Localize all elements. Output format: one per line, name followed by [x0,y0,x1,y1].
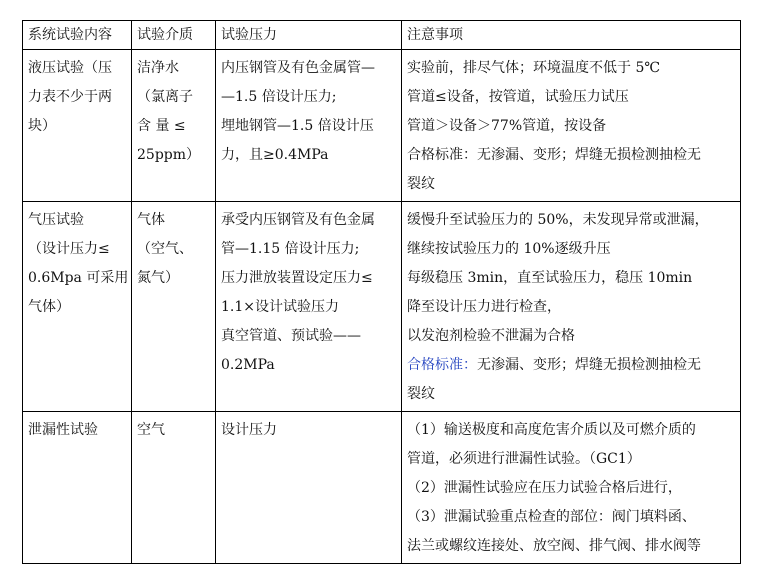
cell-notes: （1）输送极度和高度危害介质以及可燃介质的 管道，必须进行泄漏性试验。（GC1） （2）泄漏性试验应在压力试验合格后进行， （3）泄漏试验重点检查的部位：阀门填料函、 法兰或螺纹连接处、放空阀、排气阀、排水阀等 [402,412,741,564]
cell-notes: 实验前，排尽气体；环境温度不低于 5℃ 管道≤设备，按管道，试验压力试压 管道＞设备＞77%管道，按设备 合格标准：无渗漏、变形；焊缝无损检测抽检无 裂纹 [402,50,741,202]
cell-pressure: 内压钢管及有色金属管— —1.5 倍设计压力; 埋地钢管—1.5 倍设计压 力，且≥0.4MPa [216,50,402,202]
cell-content: 泄漏性试验 [23,412,132,564]
header-medium: 试验介质 [132,21,216,50]
cell-medium: 空气 [132,412,216,564]
cell-pressure: 承受内压钢管及有色金属 管—1.15 倍设计压力; 压力泄放装置设定压力≤ 1.1×设计试验压力 真空管道、预试验—— 0.2MPa [216,202,402,412]
cell-notes: 缓慢升至试验压力的 50%，未发现异常或泄漏， 继续按试验压力的 10%逐级升压 每级稳压 3min，直至试验压力，稳压 10min 降至设计压力进行检查， 以发泡剂检验不泄漏为合格 合格标准：无渗漏、变形；焊缝无损检测抽检无 裂纹 [402,202,741,412]
pressure-test-table [22,20,741,564]
cell-medium: 洁净水 （氯离子 含 量 ≤ 25ppm） [132,50,216,202]
header-notes: 注意事项 [402,21,741,50]
table-row [23,50,741,202]
header-content: 系统试验内容 [23,21,132,50]
cell-content: 液压试验（压 力表不少于两 块） [23,50,132,202]
pass-criteria-label: 合格标准： [407,357,477,373]
table-row [23,412,741,564]
cell-pressure: 设计压力 [216,412,402,564]
cell-content: 气压试验 （设计压力≤ 0.6Mpa 可采用 气体） [23,202,132,412]
table-row [23,202,741,412]
header-row [23,21,741,50]
header-pressure: 试验压力 [216,21,402,50]
cell-medium: 气体 （空气、 氮气） [132,202,216,412]
